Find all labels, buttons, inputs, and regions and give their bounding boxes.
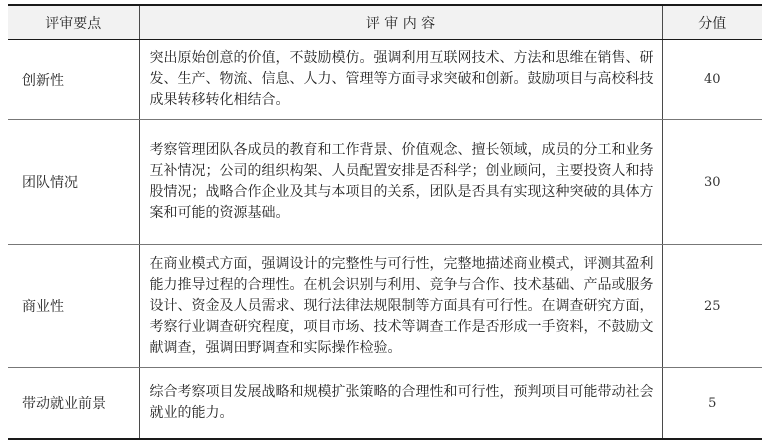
row-score: 40 <box>662 40 762 120</box>
row-content: 突出原始创意的价值，不鼓励模仿。强调利用互联网技术、方法和思维在销售、研发、生产、物流、信息、人力、管理等方面寻求突破和创新。鼓励项目与高校科技成果转移转化相结合。 <box>139 40 662 120</box>
row-criterion: 创新性 <box>8 40 139 120</box>
criteria-table <box>8 4 762 440</box>
table-row <box>8 245 762 368</box>
row-content: 在商业模式方面，强调设计的完整性与可行性，完整地描述商业模式，评测其盈利能力推导过程的合理性。在机会识别与利用、竞争与合作、技术基础、产品或服务设计、资金及人员需求、现行法律法规限制等方面具有可行性。在调查研究方面，考察行业调查研究程度，项目市场、技术等调查工作是否形成一手资料，不鼓励文献调查，强调田野调查和实际操作检验。 <box>139 245 662 368</box>
header-content: 评 审 内 容 <box>139 5 662 40</box>
row-criterion: 团队情况 <box>8 120 139 245</box>
row-score: 30 <box>662 120 762 245</box>
table-header-row <box>8 5 762 40</box>
header-score: 分值 <box>662 5 762 40</box>
row-score: 5 <box>662 368 762 440</box>
row-content: 综合考察项目发展战略和规模扩张策略的合理性和可行性，预判项目可能带动社会就业的能力。 <box>139 368 662 440</box>
row-content: 考察管理团队各成员的教育和工作背景、价值观念、擅长领域，成员的分工和业务互补情况；公司的组织构架、人员配置安排是否科学；创业顾问，主要投资人和持股情况；战略合作企业及其与本项目的关系，团队是否具有实现这种突破的具体方案和可能的资源基础。 <box>139 120 662 245</box>
row-criterion: 带动就业前景 <box>8 368 139 440</box>
evaluation-criteria-table <box>8 4 762 440</box>
table-row <box>8 120 762 245</box>
row-criterion: 商业性 <box>8 245 139 368</box>
table-row <box>8 368 762 440</box>
table-row <box>8 40 762 120</box>
header-criterion: 评审要点 <box>8 5 139 40</box>
row-score: 25 <box>662 245 762 368</box>
